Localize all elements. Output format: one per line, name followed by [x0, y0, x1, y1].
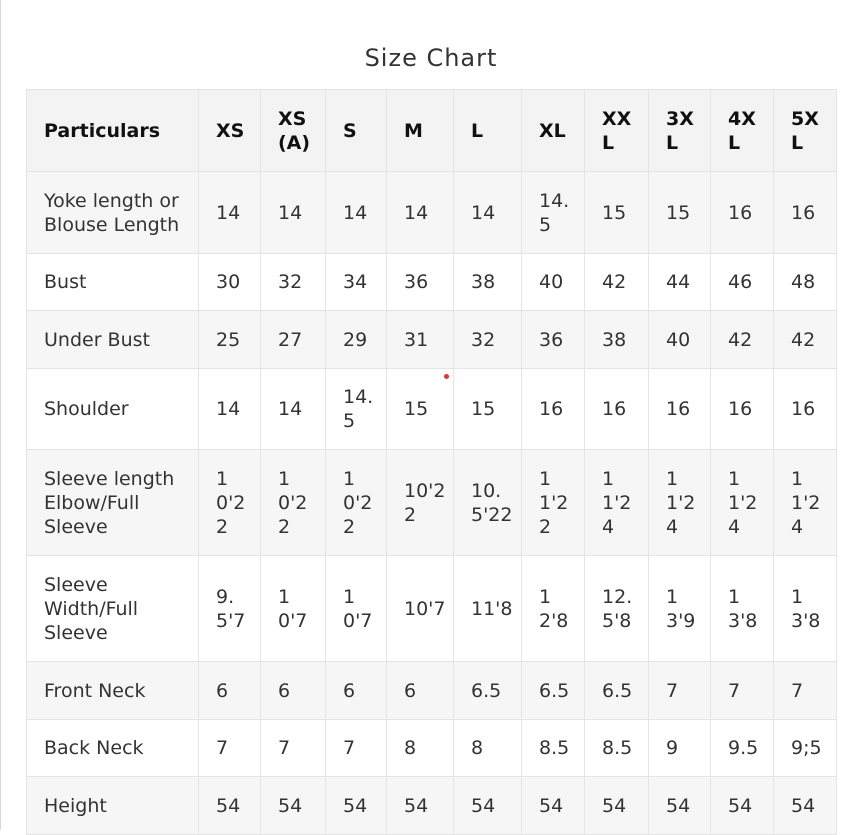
- table-cell: 42: [711, 311, 774, 369]
- table-cell: 10'7: [261, 556, 326, 662]
- header-size: 5XL: [774, 90, 837, 172]
- table-cell: 6: [261, 662, 326, 720]
- table-cell: 6: [326, 662, 387, 720]
- page-left-border: [0, 0, 1, 830]
- table-cell: 54: [387, 777, 454, 835]
- table-cell: 7: [649, 662, 711, 720]
- table-cell: 14.5: [522, 172, 585, 254]
- table-cell: 34: [326, 254, 387, 311]
- table-cell: 48: [774, 254, 837, 311]
- table-cell: 8: [454, 720, 522, 777]
- table-cell: 13'8: [774, 556, 837, 662]
- row-label: Yoke length or Blouse Length: [27, 172, 199, 254]
- header-size: S: [326, 90, 387, 172]
- table-row: [27, 254, 837, 311]
- table-cell: 15: [649, 172, 711, 254]
- table-cell: 54: [326, 777, 387, 835]
- row-label: Bust: [27, 254, 199, 311]
- table-row: [27, 662, 837, 720]
- table-cell: 54: [522, 777, 585, 835]
- table-cell: 9: [649, 720, 711, 777]
- table-cell: 54: [585, 777, 649, 835]
- table-cell: 11'8: [454, 556, 522, 662]
- size-chart-table: [26, 89, 837, 835]
- table-cell: 40: [649, 311, 711, 369]
- table-cell: 16: [774, 172, 837, 254]
- table-cell: 54: [261, 777, 326, 835]
- table-cell: 36: [522, 311, 585, 369]
- table-cell: 14.5: [326, 369, 387, 450]
- table-cell: 54: [199, 777, 261, 835]
- table-cell: 7: [774, 662, 837, 720]
- table-cell: 42: [774, 311, 837, 369]
- row-label: Sleeve Width/Full Sleeve: [27, 556, 199, 662]
- table-cell: 11'24: [774, 450, 837, 556]
- header-size: XS (A): [261, 90, 326, 172]
- table-cell: 16: [522, 369, 585, 450]
- red-dot-marker: [444, 374, 449, 379]
- table-cell: 9.5: [711, 720, 774, 777]
- row-label: Front Neck: [27, 662, 199, 720]
- table-row: [27, 369, 837, 450]
- page-title: Size Chart: [364, 44, 498, 73]
- table-row: [27, 172, 837, 254]
- table-cell: 10.5'22: [454, 450, 522, 556]
- table-row: [27, 720, 837, 777]
- table-cell: 6.5: [522, 662, 585, 720]
- table-cell: 32: [261, 254, 326, 311]
- table-cell: 38: [585, 311, 649, 369]
- table-cell: 15: [585, 172, 649, 254]
- table-cell: 10'22: [261, 450, 326, 556]
- table-cell: 6.5: [585, 662, 649, 720]
- table-cell: 11'22: [522, 450, 585, 556]
- table-cell: 15: [387, 369, 454, 450]
- table-cell: 7: [199, 720, 261, 777]
- table-cell: 14: [261, 172, 326, 254]
- header-size: XL: [522, 90, 585, 172]
- header-size: 4XL: [711, 90, 774, 172]
- table-cell: 16: [585, 369, 649, 450]
- table-cell: 10'7: [326, 556, 387, 662]
- row-label: Sleeve length Elbow/Full Sleeve: [27, 450, 199, 556]
- table-cell: 7: [711, 662, 774, 720]
- table-cell: 11'24: [711, 450, 774, 556]
- table-cell: 12'8: [522, 556, 585, 662]
- table-cell: 16: [711, 172, 774, 254]
- table-row: [27, 311, 837, 369]
- table-cell: 32: [454, 311, 522, 369]
- table-cell: 38: [454, 254, 522, 311]
- table-cell: 8.5: [522, 720, 585, 777]
- table-cell: 8.5: [585, 720, 649, 777]
- row-label: Under Bust: [27, 311, 199, 369]
- table-cell: 11'24: [585, 450, 649, 556]
- table-cell: 15: [454, 369, 522, 450]
- table-cell: 10'7: [387, 556, 454, 662]
- table-cell: 14: [387, 172, 454, 254]
- table-body: [27, 172, 837, 835]
- table-cell: 40: [522, 254, 585, 311]
- table-cell: 14: [261, 369, 326, 450]
- table-cell: 9.5'7: [199, 556, 261, 662]
- row-label: Height: [27, 777, 199, 835]
- header-particulars: Particulars: [27, 90, 199, 172]
- table-cell: 54: [454, 777, 522, 835]
- table-cell: 46: [711, 254, 774, 311]
- table-row: [27, 777, 837, 835]
- table-cell: 13'9: [649, 556, 711, 662]
- table-cell: 29: [326, 311, 387, 369]
- table-cell: 16: [649, 369, 711, 450]
- table-row: [27, 556, 837, 662]
- table-cell: 13'8: [711, 556, 774, 662]
- table-cell: 16: [774, 369, 837, 450]
- row-label: Shoulder: [27, 369, 199, 450]
- table-cell: 27: [261, 311, 326, 369]
- table-cell: 10'22: [387, 450, 454, 556]
- table-cell: 11'24: [649, 450, 711, 556]
- table-cell: 54: [774, 777, 837, 835]
- table-cell: 16: [711, 369, 774, 450]
- table-cell: 14: [326, 172, 387, 254]
- row-label: Back Neck: [27, 720, 199, 777]
- table-cell: 30: [199, 254, 261, 311]
- table-cell: 14: [199, 172, 261, 254]
- table-cell: 25: [199, 311, 261, 369]
- table-cell: 54: [711, 777, 774, 835]
- table-cell: 10'22: [199, 450, 261, 556]
- header-size: XS: [199, 90, 261, 172]
- table-cell: 9;5: [774, 720, 837, 777]
- table-cell: 12.5'8: [585, 556, 649, 662]
- header-size: XXL: [585, 90, 649, 172]
- table-cell: 31: [387, 311, 454, 369]
- table-cell: 8: [387, 720, 454, 777]
- table-cell: 44: [649, 254, 711, 311]
- header-size: 3XL: [649, 90, 711, 172]
- table-cell: 10'22: [326, 450, 387, 556]
- table-cell: 6: [387, 662, 454, 720]
- table-cell: 36: [387, 254, 454, 311]
- table-cell: 42: [585, 254, 649, 311]
- table-cell: 7: [326, 720, 387, 777]
- table-cell: 14: [199, 369, 261, 450]
- header-size: M: [387, 90, 454, 172]
- table-cell: 6.5: [454, 662, 522, 720]
- table-cell: 7: [261, 720, 326, 777]
- table-row: [27, 450, 837, 556]
- table-cell: 6: [199, 662, 261, 720]
- table-cell: 14: [454, 172, 522, 254]
- table-cell: 54: [649, 777, 711, 835]
- table-header-row: [27, 90, 837, 172]
- header-size: L: [454, 90, 522, 172]
